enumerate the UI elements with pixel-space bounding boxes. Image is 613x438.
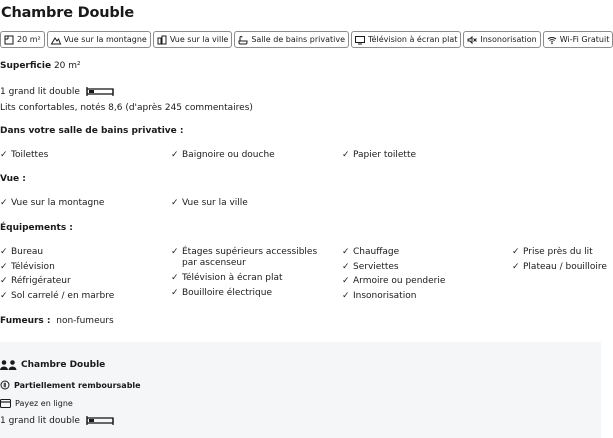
view-item: ✓ Vue sur la ville: [171, 198, 248, 208]
equipment-item: ✓ Sol carrelé / en marbre: [0, 291, 115, 301]
refund-policy: Partiellement remboursable: [0, 380, 141, 390]
city-icon: [157, 35, 167, 45]
bathroom-item: ✓ Baignoire ou douche: [171, 150, 275, 160]
check-icon: ✓: [0, 247, 8, 257]
equipment-item: ✓ Armoire ou penderie: [342, 276, 446, 286]
smoking-policy: Fumeurs : non-fumeurs: [0, 316, 114, 326]
bed-icon: [86, 415, 114, 426]
chip-private-bathroom: Salle de bains privative: [234, 31, 349, 48]
bathroom-item: ✓ Toilettes: [0, 150, 49, 160]
view-heading: Vue :: [0, 174, 26, 184]
check-icon: ✓: [342, 262, 350, 272]
equipment-item: ✓ Réfrigérateur: [0, 276, 71, 286]
two-persons-icon: [0, 360, 17, 370]
offer-panel: [0, 342, 601, 438]
chip-soundproof: Insonorisation: [463, 31, 540, 48]
chip-city-view: Vue sur la ville: [153, 31, 233, 48]
equipment-item: ✓ Insonorisation: [342, 291, 417, 301]
chip-room-size: 20 m²: [0, 31, 45, 48]
card-icon: [0, 399, 11, 408]
bath-icon: [238, 35, 248, 45]
view-item: ✓ Vue sur la montagne: [0, 198, 105, 208]
equipment-item: ✓ Étages supérieurs accessibles par ascenseur: [171, 247, 318, 268]
equipment-item: ✓ Serviettes: [342, 262, 399, 272]
check-icon: ✓: [0, 150, 8, 160]
chip-flat-tv: Télévision à écran plat: [351, 31, 461, 48]
check-icon: ✓: [171, 288, 179, 298]
bed-rating: Lits confortables, notés 8,6 (d'après 245 commentaires): [0, 103, 253, 113]
equipment-item: ✓ Bouilloire électrique: [171, 288, 272, 298]
bed-info: 1 grand lit double: [0, 86, 114, 97]
bathroom-item: ✓ Papier toilette: [342, 150, 417, 160]
mountain-icon: [51, 35, 61, 45]
check-icon: ✓: [512, 262, 520, 272]
bathroom-heading: Dans votre salle de bains privative :: [0, 126, 184, 136]
bed-icon: [86, 86, 114, 97]
facility-chips: [0, 31, 613, 48]
tv-icon: [355, 35, 365, 45]
check-icon: ✓: [0, 276, 8, 286]
check-icon: ✓: [171, 150, 179, 160]
check-icon: ✓: [342, 291, 350, 301]
offer-bed: 1 grand lit double: [0, 415, 114, 426]
equipment-item: ✓ Télévision à écran plat: [171, 273, 283, 283]
equipment-heading: Équipements :: [0, 223, 73, 233]
offer-title-row: Chambre Double: [0, 360, 105, 370]
check-icon: ✓: [342, 150, 350, 160]
check-icon: ✓: [512, 247, 520, 257]
chip-mountain-view: Vue sur la montagne: [47, 31, 151, 48]
check-icon: ✓: [0, 291, 8, 301]
room-title: Chambre Double: [1, 5, 134, 21]
chip-wifi: Wi-Fi Gratuit: [543, 31, 613, 48]
equipment-item: ✓ Chauffage: [342, 247, 400, 257]
equipment-item: ✓ Plateau / bouilloire: [512, 262, 607, 272]
equipment-item: ✓ Bureau: [0, 247, 44, 257]
check-icon: ✓: [171, 273, 179, 283]
check-icon: ✓: [342, 276, 350, 286]
check-icon: ✓: [171, 198, 179, 208]
check-icon: ✓: [0, 262, 8, 272]
wifi-icon: [547, 35, 557, 45]
payment-info: Payez en ligne: [0, 399, 73, 408]
room-size: Superficie 20 m²: [0, 61, 81, 71]
soundproof-icon: [467, 35, 477, 45]
equipment-item: ✓ Télévision: [0, 262, 55, 272]
room-size-icon: [4, 35, 14, 45]
check-icon: ✓: [342, 247, 350, 257]
check-icon: ✓: [0, 198, 8, 208]
refund-icon: [0, 380, 10, 390]
check-icon: ✓: [171, 247, 179, 257]
equipment-item: ✓ Prise près du lit: [512, 247, 593, 257]
